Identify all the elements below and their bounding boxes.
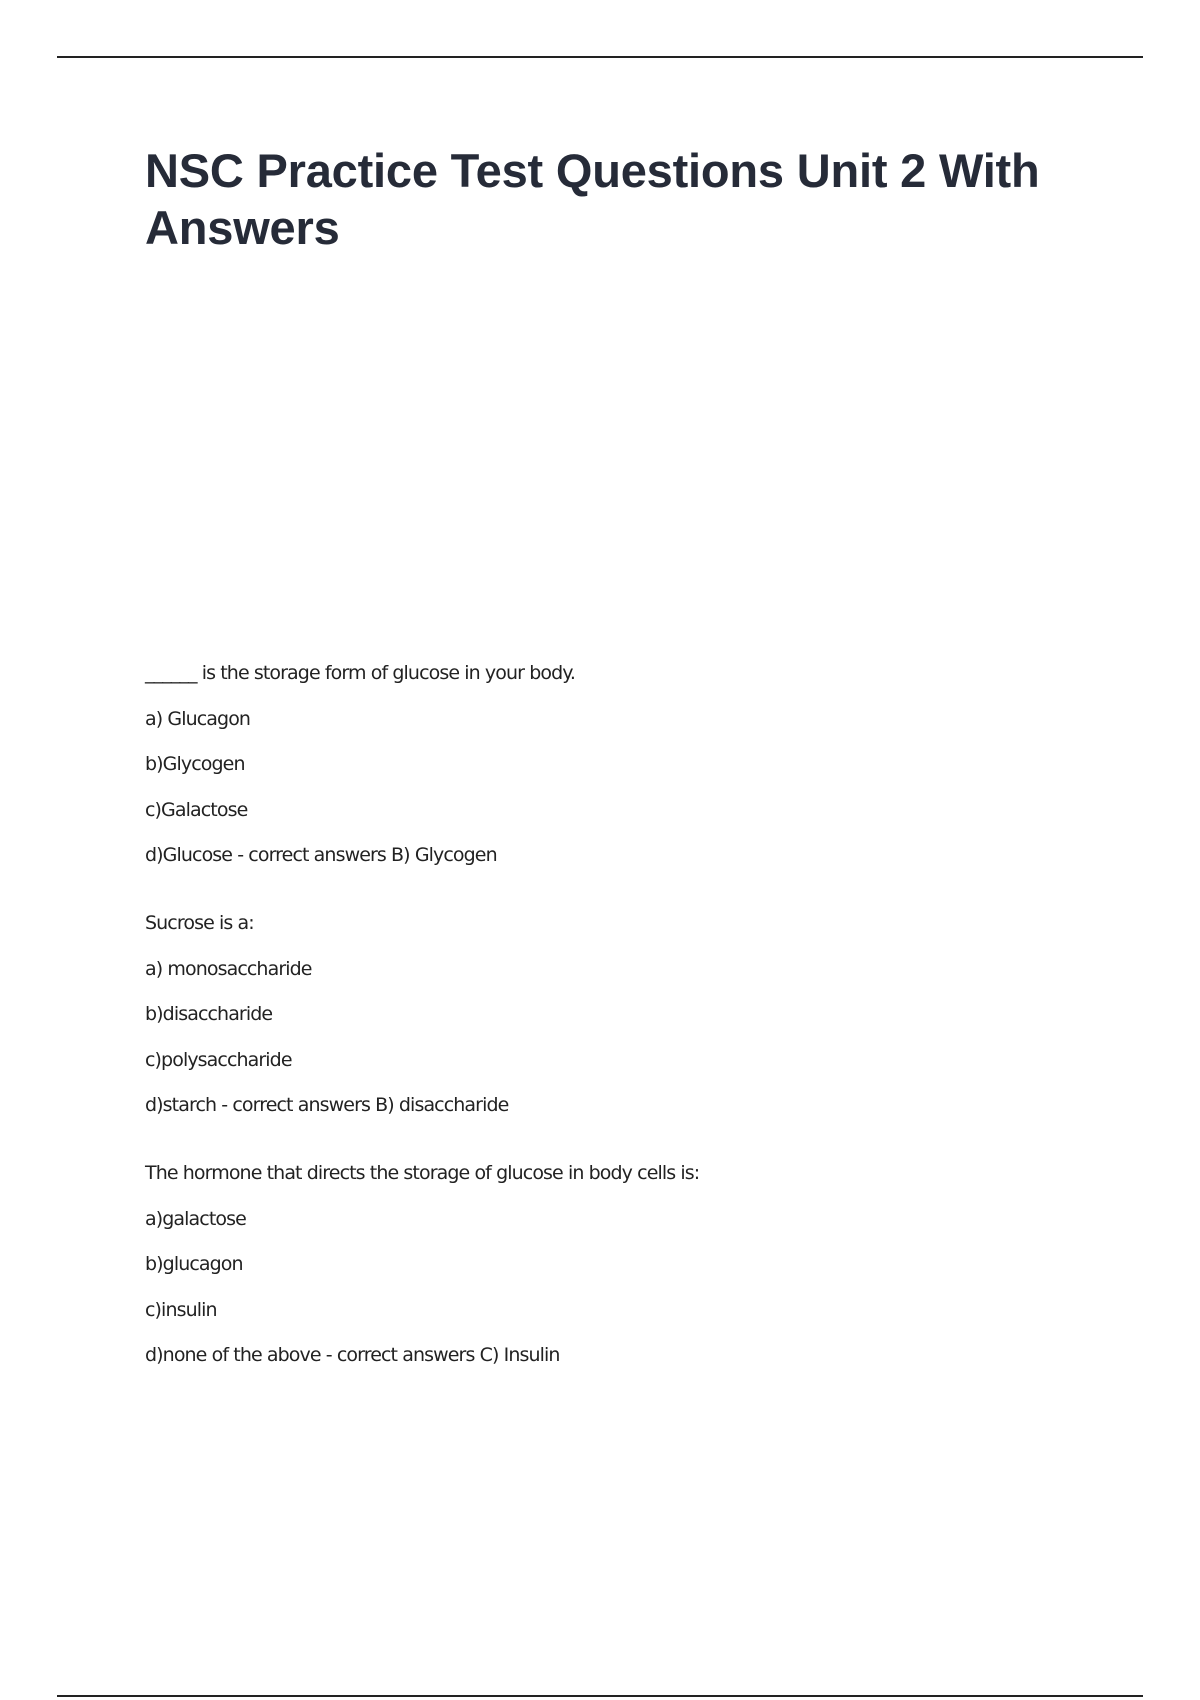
answer-option: b)disaccharide xyxy=(145,1003,273,1025)
answer-option: b)glucagon xyxy=(145,1253,243,1275)
top-divider xyxy=(57,56,1143,58)
question-block xyxy=(145,662,1105,866)
answer-option: c)polysaccharide xyxy=(145,1048,292,1071)
answer-option: c)Galactose xyxy=(145,798,248,821)
question-block xyxy=(145,912,1105,1116)
question-prompt: The hormone that directs the storage of glucose in body cells is: xyxy=(145,1162,700,1184)
answer-option-with-answer: d)none of the above - correct answers C) Insulin xyxy=(145,1344,560,1366)
answer-option: a) monosaccharide xyxy=(145,957,312,980)
answer-option: c)insulin xyxy=(145,1298,217,1321)
answer-option-with-answer: d)starch - correct answers B) disaccharide xyxy=(145,1094,509,1116)
bottom-divider xyxy=(57,1695,1143,1697)
document-title: NSC Practice Test Questions Unit 2 With Answers xyxy=(145,144,1040,254)
answer-option-with-answer: d)Glucose - correct answers B) Glycogen xyxy=(145,844,497,866)
question-block xyxy=(145,1162,1105,1366)
answer-option: a) Glucagon xyxy=(145,707,251,730)
question-prompt: ______ is the storage form of glucose in your body. xyxy=(145,662,576,684)
question-list xyxy=(145,662,1105,1412)
answer-option: b)Glycogen xyxy=(145,753,245,775)
question-prompt: Sucrose is a: xyxy=(145,912,254,934)
answer-option: a)galactose xyxy=(145,1207,246,1230)
